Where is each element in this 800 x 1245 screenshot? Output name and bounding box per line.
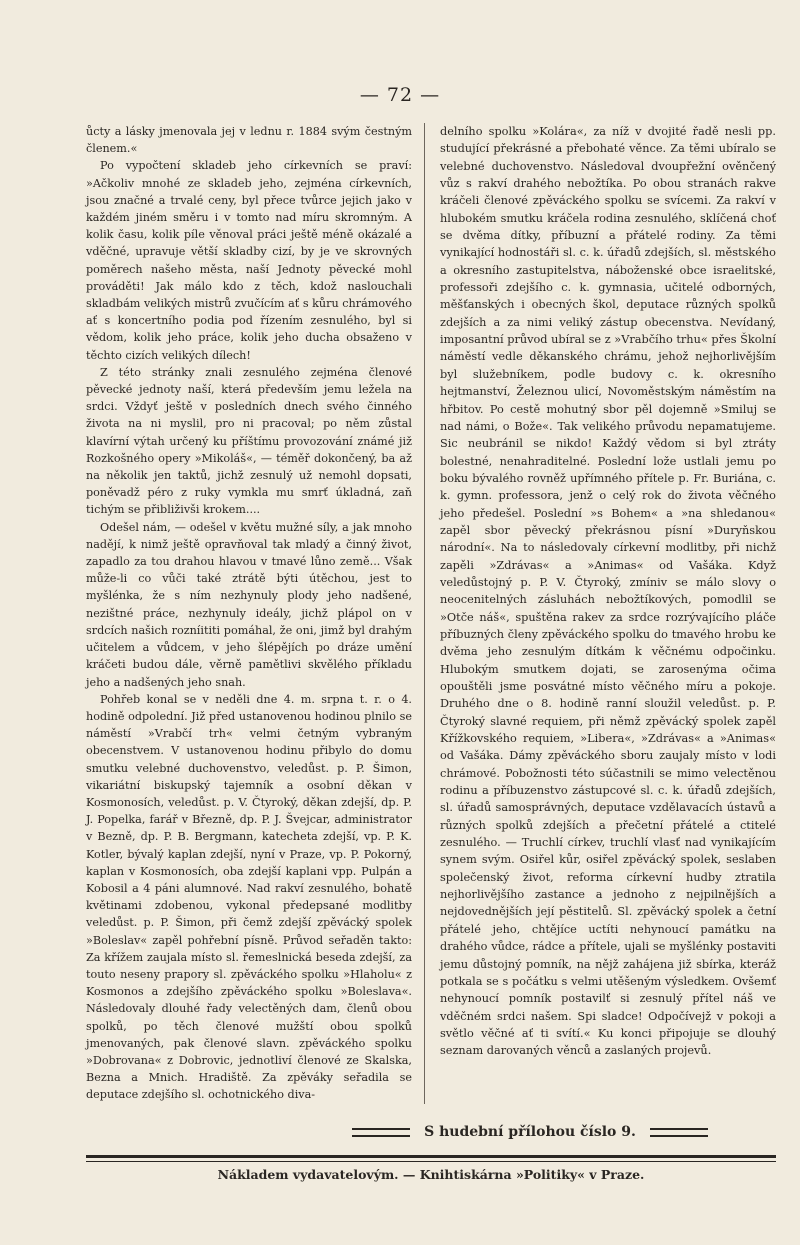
footer-rule-thin — [86, 1161, 776, 1162]
paragraph: Pohřeb konal se v neděli dne 4. m. srpna t. r. o 4. hodině odpolední. Již před ustanovenou hodinou plnilo se náměstí »Vrabčí trh« velmi četným vybraným obecenstvem. V ustanovenou hodinu přibylo do domu smutku velebné duchovenstvo, veledůst. p. P. Šimon, vikariátní biskupský tajemník a osobní děkan v Kosmonosích, veledůst. p. V. Čtyroký, děkan zdejší, dp. P. J. Popelka, farář v Březně, dp. P. J. Švejcar, administrator v Bezně, dp. P. B. Bergmann, katecheta zdejší, vp. P. K. Kotler, bývalý kaplan zdejší, nyní v Praze, vp. P. Pokorný, kaplan v Kosmonosích, oba zdejší kaplani vpp. Pulpán a Kobosil a 4 páni alumnové. Nad rakví zesnulého, bohatě květinami zdobenou, vykonal předepsané modlitby veledůst. p. P. Šimon, při čemž zdejší zpěvácký spolek »Boleslav« zapěl pohřební písně. Průvod seřaděn takto: Za křížem zaujala místo sl. řemeslnická beseda zdejší, za touto neseny prapory sl. zpěváckého spolku »Hlaholu« z Kosmonos a zdejšího zpěváckého spolku »Boleslava«. Následovaly dlouhé řady velectěných dam, členů obou spolků, po těch členové mužští obou spolků jmenovaných, pak členové slavn. zpěváckého spolku »Dobrovana« z Dobrovic, jednotliví členové ze Skalska, Bezna a Mnich. Hradiště. Za zpěváky seřadila se deputace zdejšího sl. ochotnického diva- — [86, 692, 412, 1102]
column-divider — [424, 123, 425, 1104]
right-column — [440, 123, 776, 1060]
paragraph: delního spolku »Kolára«, za níž v dvojité řadě nesli pp. studující překrásné a přebohaté věnce. Za těmi ubíralo se velebné duchovenstvo. Následoval dvoupřežní ověnčený vůz s rakví drahého nebožtíka. Po obou stranách rakve kráčeli členové zpěváckého spolku se svícemi. Za rakví v hlubokém smutku kráčela rodina zesnulého, sklíčená choť se dvěma dítky, příbuzní a přátelé rodiny. Za těmi vynikající hodnostáři sl. c. k. úřadů zdejších, sl. městského a okresního zastupitelstva, náboženské obce israelitské, professoři zdejšího c. k. gymnasia, učitelé odborných, měšťanských i obecných škol, deputace různých spolků zdejších a za nimi veliký zástup obecenstva. Nevídaný, imposantní průvod ubíral se z »Vrabčího trhu« přes Školní náměstí vedle děkanského chrámu, jehož nejhorlivějším byl služebníkem, podle budovy c. k. okresního hejtmanství, Železnou ulicí, Novoměstským náměstím na hřbitov. Po cestě mohutný sbor pěl dojemně »Smiluj se nad námi, o Bože«. Tak velikého průvodu nepamatujeme. Sic neubránil se nikdo! Každý vědom si byl ztráty bolestné, nenahraditelné. Poslední lože ustlali jemu po boku bývalého rovněž upřímného přítele p. Fr. Buriána, c. k. gymn. professora, jenž o celý rok do života věčného jeho předešel. Poslední »s Bohem« a »na shledanou« zapěl sbor pěvecký překrásnou písní »Duryňskou národní«. Na to následovaly církevní modlitby, při nichž zapěli »Zdrávas« a »Animas« od Vašáka. Když veledůstojný p. P. V. Čtyroký, zmíniv se málo slovy o neocenitelných zásluhách nebožtíkových, pomodlil se »Otče náš«, spuštěna rakev za srdce rozrývajícího pláče příbuzných členy zpěváckého spolku do tmavého hrobu ke dvěma jeho zesnulým dítkám k věčnému odpočinku. Hlubokým smutkem dojati, se zarosenýma očima opouštěli jsme posvátné místo věčného míru a pokoje. Druhého dne o 8. hodině ranní sloužil veledůst. p. P. Čtyroký slavné requiem, při němž zpěvácký spolek zapěl Křížkovského requiem, »Libera«, »Zdrávas« a »Animas« od Vašáka. Dámy zpěváckého sboru zaujaly místo v lodi chrámové. Pobožnosti této súčastnili se mimo velectěnou rodinu a příbuzenstvo zástupcové sl. c. k. úřadů zdejších, sl. úřadů samosprávných, deputace vzdělavacích ústavů a různých spolků zdejších a přečetní přátelé a ctitelé zesnulého. — Truchlí církev, truchlí vlasť nad vynikajícím synem svým. Osiřel kůr, osiřel zpěvácký spolek, seslaben společenský život, reforma církevní hudby ztratila nejhorlivějšího zastance a jednoho z nejpilnějších a nejdovednějších její pěstitelů. Sl. zpěvácký spolek a četní přátelé jeho, chtějíce uctíti nehynoucí památku na drahého vůdce, rádce a přítele, ujali se myšlénky postaviti jemu důstojný pomník, na nějž zahájena již sbírka, kteráž potkala se s počátku s velmi utěšeným výsledkem. Ovšemť nehynoucí pomník postavilť si zesnulý přítel náš ve vděčném srdci našem. Spi sladce! Odpočívejž v pokoji a světlo věčné ať ti svítí.« Ku konci připojuje se dlouhý seznam darovaných věnců a zaslaných projevů. — [440, 125, 776, 1058]
page-number: — 72 — — [359, 84, 441, 106]
double-rule-right — [650, 1128, 708, 1137]
double-rule-left — [352, 1128, 410, 1137]
supplement-text: S hudební přílohou číslo 9. — [424, 1124, 636, 1140]
paragraph: ůcty a lásky jmenovala jej v lednu r. 1884 svým čestným členem.« — [86, 125, 412, 156]
paragraph: Po vypočtení skladeb jeho církevních se praví: »Ačkoliv mnohé ze skladeb jeho, zejména církevních, jsou značné a trvalé ceny, byl přece tvůrce jejich jako v každém jiném směru i v tomto nad míru skromným. A kolik času, kolik píle věnoval práci ještě méně okázalé a vděčné, upravuje větší skladby cizí, by je ve skrovných poměrech našeho města, naší Jednoty pěvecké mohl prováděti! Jak málo kdo z těch, kdož naslouchali skladbám velikých mistrů zvučícím ať s kůru chrámového ať s koncertního podia pod řízením zesnulého, byl si vědom, kolik jeho práce, kolik jeho ducha obsaženo v těchto cizích velikých dílech! — [86, 159, 412, 362]
music-supplement-banner — [276, 1120, 784, 1144]
paragraph: Z této stránky znali zesnulého zejména členové pěvecké jednoty naší, která především jemu ležela na srdci. Vždyť ještě v posledních dnech svého činného života na ni myslil, pro ni pracoval; po něm zůstal klavírní výtah určený ku příštímu provozování známé již Rozkošného opery »Mikoláš«, — téměř dokončený, ba až na několik jen taktů, jichž zesnulý už nemohl dopsati, poněvadž péro z ruky vymkla mu smrť úkladná, zaň tichým se přibliživši krokem.... — [86, 365, 412, 517]
paragraph: Odešel nám, — odešel v květu mužné síly, a jak mnoho nadějí, k nimž ještě opravňoval tak mladý a činný život, zapadlo za tou drahou hlavou v tmavé lůno země... Však může-li co vůči také ztrátě býti útěchou, jest to myšlénka, že s ním nezhynuly plody jeho nadšené, nezištné práce, nezhynuly ideály, jichž plápol on v srdcích našich rozníititi pomáhal, že oni, jimž byl drahým učitelem a vůdcem, v jeho šlépějích po dráze umění kráčeti budou dále, věrně pamětlivi skvělého příkladu jeho a nadšených jeho snah. — [86, 520, 412, 689]
publisher-imprint: Nákladem vydavatelovým. — Knihtiskárna »Politiky« v Praze. — [217, 1167, 645, 1182]
footer-rule — [86, 1155, 776, 1158]
left-column — [86, 123, 412, 1104]
